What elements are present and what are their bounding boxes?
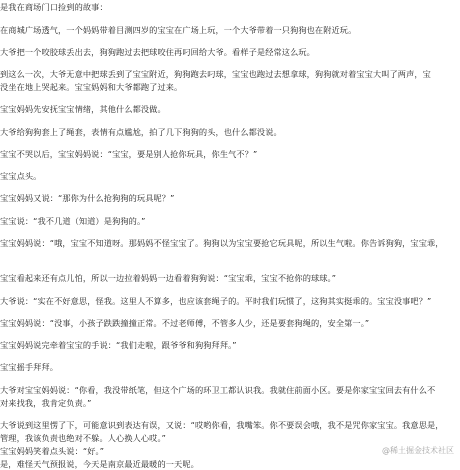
story-line: 大爷把一个咬胶球丢出去，狗狗跑过去把球咬住再叼回给大爷。看样子是经常这么玩。 bbox=[0, 47, 315, 57]
story-line: 宝宝妈妈先安抚宝宝情绪，其他什么都没做。 bbox=[0, 104, 166, 114]
story-line: 宝宝妈妈说完牵着宝宝的手说：“我们走啦，跟爷爷和狗狗拜拜。” bbox=[0, 340, 237, 350]
story-line: 管理，我该负责也绝对不躲。人心换人心哎。” bbox=[0, 433, 166, 443]
watermark: @稀土掘金技术社区 bbox=[382, 446, 454, 455]
story-line: 宝宝说：“我不几道（知道）是狗狗的。” bbox=[0, 216, 146, 226]
story-line: 宝宝摇手拜拜。 bbox=[0, 362, 59, 372]
story-line: 是，难怪天气预报说，今天是南京最近最暖的一天呢。 bbox=[0, 459, 199, 469]
story-line: 在商城广场透气，一个妈妈带着目测四岁的宝宝在广场上玩，一个大爷带着一只狗狗也在附近玩。 bbox=[0, 25, 357, 35]
story-line: 大爷对宝宝妈妈说：“你看，我没带纸笔，但这个广场的环卫工都认识我。我就住前面小区。要是你家宝宝回去有什么不 bbox=[0, 385, 436, 395]
story-line: 到这么一次，大爷无意中把球丢到了宝宝附近，狗狗跑去叼球，宝宝也跑过去想拿球，狗狗就对着宝宝大叫了两声，宝 bbox=[0, 69, 431, 79]
story-line: 对来找我，我肯定负责。” bbox=[0, 398, 92, 408]
story-line: 宝宝妈妈说：“哦，宝宝不知道呀。那妈妈不怪宝宝了。狗狗以为宝宝要抢它玩具呢，所以生气啦。你告诉狗狗，宝宝乖， bbox=[0, 238, 444, 248]
story-line: 宝宝妈妈笑着点头说：“好。” bbox=[0, 446, 105, 456]
story-line: 大爷说到这里愣了下，可能意识到表达有误，又说：“哎哟你看，我嘴笨。你不要误会哦，我不是咒你家宝宝。我意思是， bbox=[0, 420, 444, 430]
story-line: 宝宝妈妈说：“没事，小孩子跌跌撞撞正常。不过老师傅，不管多人少，还是要套狗绳的，安全第一。” bbox=[0, 318, 370, 328]
story-line: 是我在商场门口捡到的故事： bbox=[0, 2, 108, 12]
story-line: 宝宝看起来还有点儿怕，所以一边拉着妈妈一边看着狗狗说：“宝宝乖，宝宝不抢你的球球。” bbox=[0, 273, 337, 283]
story-line: 大爷给狗狗套上了绳套，表情有点尴尬，拍了几下狗狗的头，也什么都没说。 bbox=[0, 127, 282, 137]
story-line: 宝宝点头。 bbox=[0, 171, 42, 181]
story-line: 宝宝妈妈又说：“那你为什么抢狗狗的玩具呢？” bbox=[0, 193, 175, 203]
story-line: 宝宝不哭以后，宝宝妈妈说：“宝宝，要是别人抢你玩具，你生气不？” bbox=[0, 149, 258, 159]
story-line: 大爷说：“实在不好意思，怪我。这里人不算多，也应该套绳子的。平时我们玩惯了，这狗其实挺乖的。宝宝没事吧？” bbox=[0, 296, 432, 306]
story-line: 没坐在地上哭起来。宝宝妈妈和大爷都跑了过来。 bbox=[0, 82, 183, 92]
